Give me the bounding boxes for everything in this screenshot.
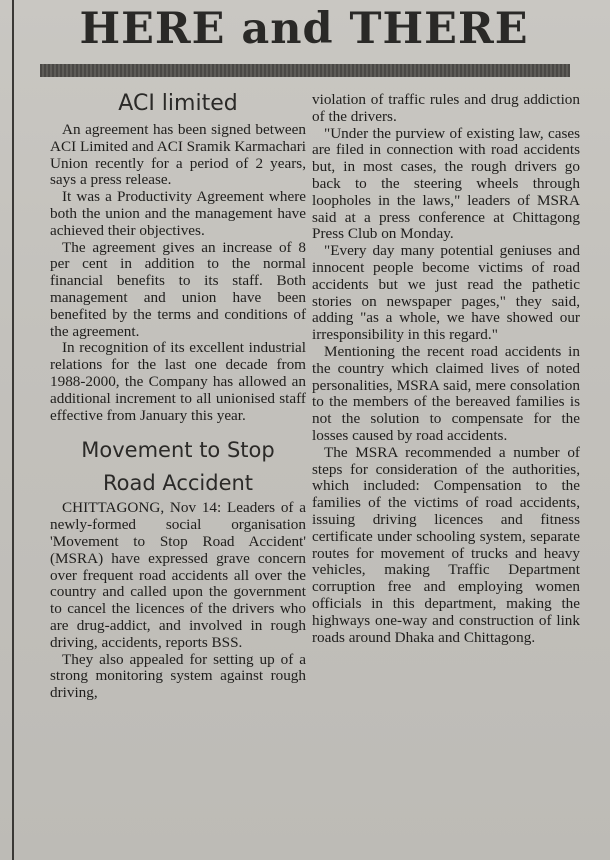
headline-line: Road Accident — [102, 471, 254, 496]
banner-underline-bar — [40, 64, 570, 77]
story-headline-msra — [50, 434, 306, 500]
story-paragraph: The agreement gives an increase of 8 per cent in addition to the normal financial benefits to its staff. Both management and union have been benefited by the terms and conditions of the agreement. — [50, 238, 306, 340]
story-paragraph: "Under the purview of existing law, cases are filed in connection with road accidents but, in most cases, the rough drivers go back to the steering wheels through loopholes in the laws," leaders of MSRA said at a press conference at Chittagong Press Club on Monday. — [312, 124, 580, 243]
story-paragraph: The MSRA recommended a number of steps for consideration of the authorities, which included: Compensation to the families of the victims of road accidents, issuing driving licences and fitness certificate under schooling system, separate routes for movement of trucks and heavy vehicles, making Traffic Department corruption free and employing women officials in this department, making the highways one-way and construction of link roads around Dhaka and Chittagong. — [312, 443, 580, 646]
headline-line: Movement to Stop — [81, 438, 275, 463]
column-rule — [12, 0, 14, 860]
story-paragraph: In recognition of its excellent industrial relations for the last one decade from 1988-2000, the Company has allowed an additional increment to all unionised staff effective from January this year. — [50, 339, 306, 424]
story-paragraph: "Every day many potential geniuses and innocent people become victims of road accidents but we just read the pathetic stories on newspaper pages," they said, adding "as a whole, we have showed our irresponsibility in this regard." — [312, 242, 580, 344]
story-paragraph: CHITTAGONG, Nov 14: Leaders of a newly-formed social organisation 'Movement to Stop Road Accident' (MSRA) have expressed grave concern over frequent road accidents all over the country and called upon the government to cancel the licences of the drivers who are drug-addict, and involved in rough driving, accidents, reports BSS. — [50, 499, 306, 651]
story-headline-aci: ACI limited — [118, 91, 238, 116]
right-column — [312, 92, 580, 646]
left-column — [50, 88, 306, 702]
story-paragraph: Mentioning the recent road accidents in the country which claimed lives of noted personalities, MSRA said, mere consolation to the members of the bereaved families is not the solution to compensate for the losses caused by road accidents. — [312, 342, 580, 444]
story-paragraph: It was a Productivity Agreement where both the union and the management have achieved their objectives. — [50, 188, 306, 239]
story-paragraph: An agreement has been signed between ACI Limited and ACI Sramik Karmachari Union recently for a period of 2 years, says a press release. — [50, 121, 307, 189]
story-paragraph: They also appealed for setting up of a strong monitoring system against rough driving, — [50, 650, 306, 702]
story-paragraph: violation of traffic rules and drug addiction of the drivers. — [312, 91, 580, 125]
section-banner-title: HERE and THERE — [79, 4, 529, 54]
